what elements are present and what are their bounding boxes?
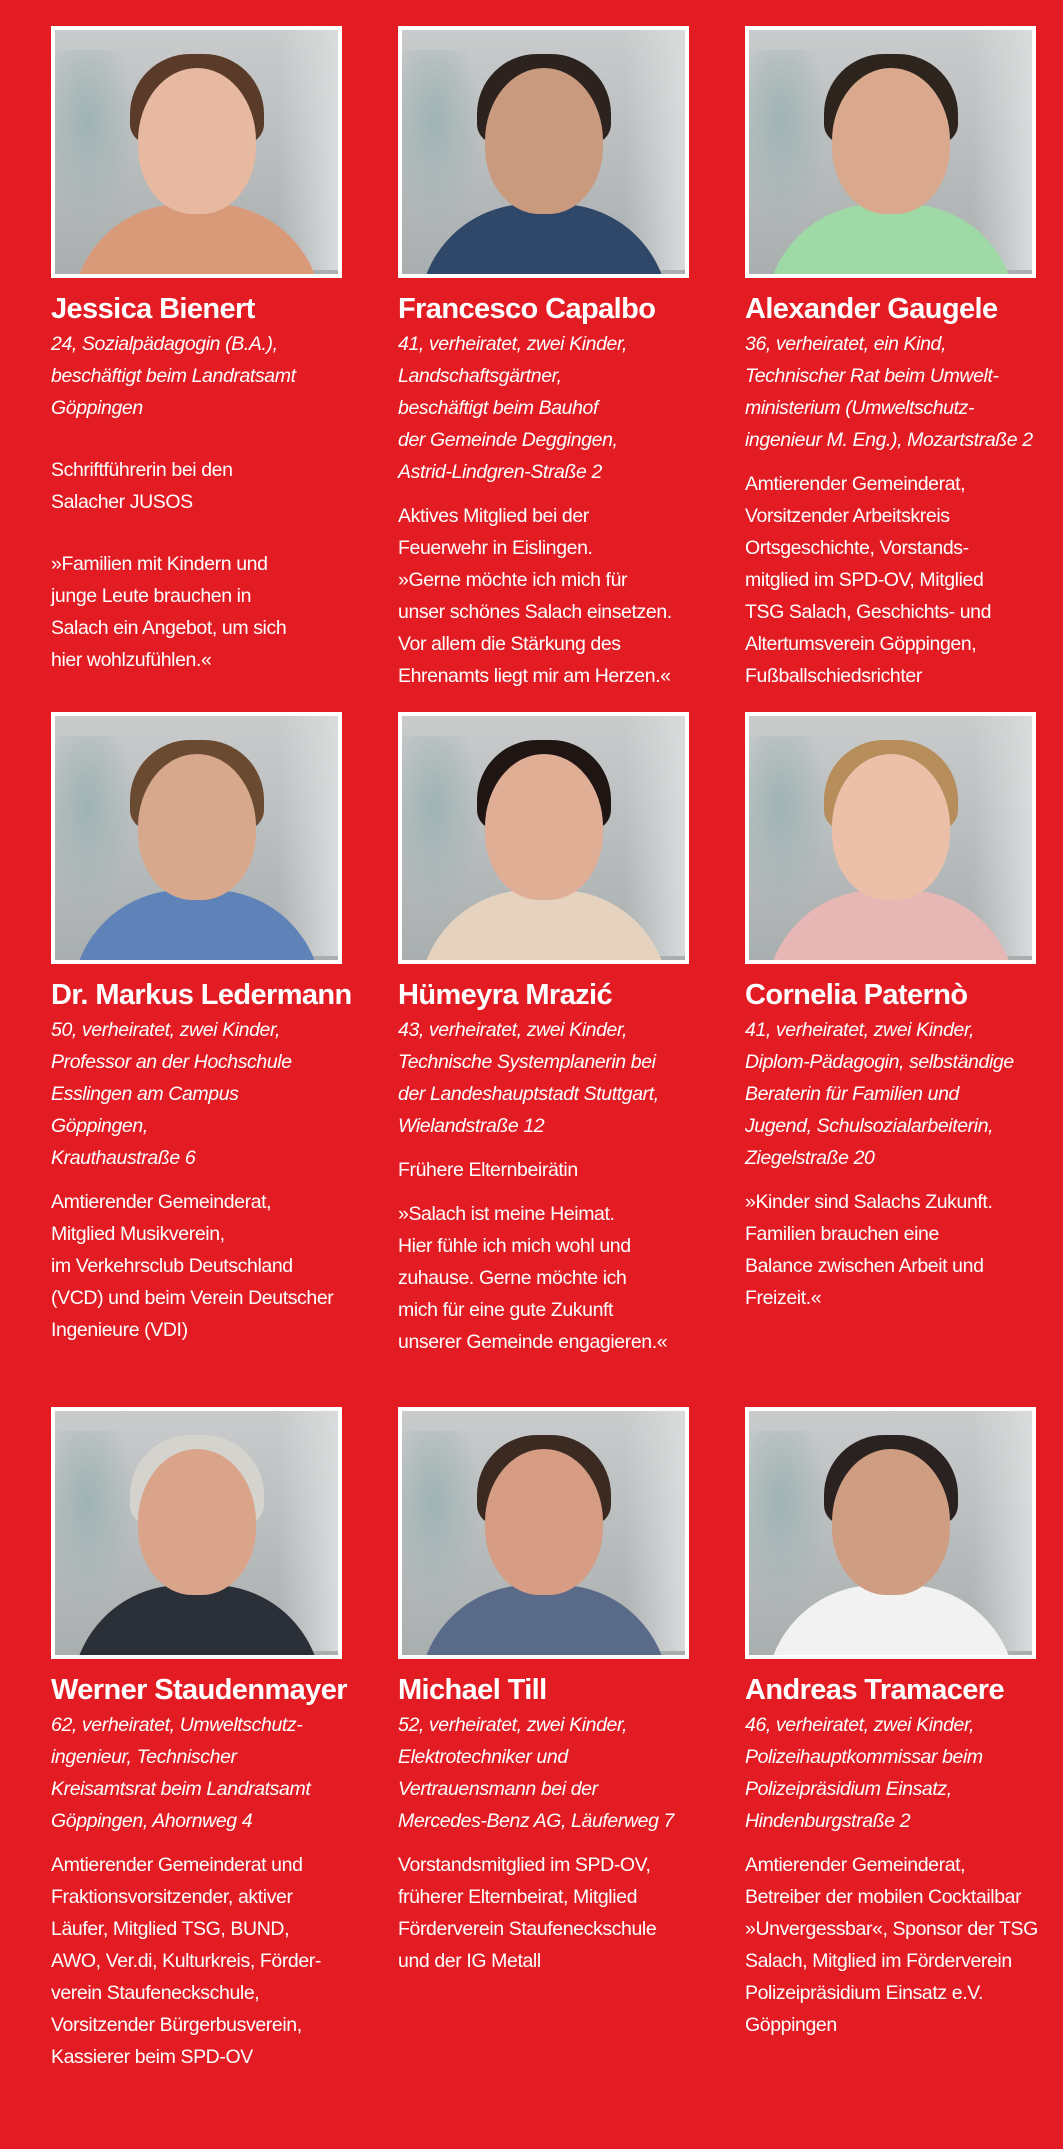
candidate-info (398, 1014, 698, 1142)
info-line: der Landeshauptstadt Stuttgart, (398, 1083, 659, 1105)
candidate-name: Cornelia Paternò (745, 979, 968, 1011)
text-line: Salach, Mitglied im Förderverein (745, 1950, 1012, 1972)
background-blur (749, 1431, 829, 1611)
candidate-card (745, 26, 1045, 692)
text-line: Kassierer beim SPD-OV (51, 2046, 253, 2068)
info-line: Technische Systemplanerin bei (398, 1051, 656, 1073)
text-line: Salacher JUSOS (51, 491, 193, 513)
text-line: Vorsitzender Arbeitskreis (745, 505, 950, 527)
text-line: AWO, Ver.di, Kulturkreis, Förder- (51, 1950, 321, 1972)
info-line: Jugend, Schulsozialarbeiterin, (745, 1115, 994, 1137)
candidate-photo (398, 1407, 689, 1659)
text-line: Aktives Mitglied bei der (398, 505, 589, 527)
text-line: junge Leute brauchen in (51, 585, 252, 607)
candidate-info (51, 1709, 351, 1837)
candidate-card (51, 1407, 351, 2073)
candidate-name: Andreas Tramacere (745, 1674, 1005, 1706)
candidate-info (745, 1709, 1045, 1837)
text-line: Feuerwehr in Eislingen. (398, 537, 593, 559)
face (832, 1449, 950, 1595)
portrait-image (749, 1411, 1032, 1655)
info-line: Kreisamtsrat beim Landratsamt (51, 1778, 311, 1800)
candidate-description (51, 1849, 351, 2073)
candidate-info (745, 1014, 1045, 1174)
portrait-image (749, 716, 1032, 960)
candidate-card (398, 26, 698, 692)
face (485, 754, 603, 900)
candidate-description (745, 468, 1045, 692)
candidate-photo (398, 712, 689, 964)
text-line: Polizeipräsidium Einsatz e.V. (745, 1982, 984, 2004)
info-line: Hindenburgstraße 2 (745, 1810, 911, 1832)
portrait-image (402, 1411, 685, 1655)
face (485, 68, 603, 214)
candidate-card (51, 712, 351, 1346)
text-line: Vor allem die Stärkung des (398, 633, 621, 655)
text-line: und der IG Metall (398, 1950, 541, 1972)
info-line: Göppingen (51, 397, 143, 419)
text-line: Ingenieure (VDI) (51, 1319, 188, 1341)
candidate-card (398, 1407, 698, 1977)
info-line: der Gemeinde Deggingen, (398, 429, 618, 451)
info-line: Astrid-Lindgren-Straße 2 (398, 461, 602, 483)
text-line: »Unvergessbar«, Sponsor der TSG (745, 1918, 1038, 1940)
info-line: Professor an der Hochschule (51, 1051, 292, 1073)
candidate-info (398, 328, 698, 488)
background-blur (402, 50, 482, 230)
candidate-info (398, 1709, 698, 1837)
face (832, 754, 950, 900)
candidate-description (745, 1186, 1045, 1314)
text-line: Förderverein Staufeneckschule (398, 1918, 657, 1940)
candidate-photo (51, 1407, 342, 1659)
candidate-description (745, 1849, 1045, 2041)
info-line: 43, verheiratet, zwei Kinder, (398, 1019, 628, 1041)
text-line: mich für eine gute Zukunft (398, 1299, 614, 1321)
text-line: zuhause. Gerne möchte ich (398, 1267, 627, 1289)
candidate-name: Alexander Gaugele (745, 293, 998, 325)
text-line: Amtierender Gemeinderat, (745, 1854, 966, 1876)
candidate-name: Werner Staudenmayer (51, 1674, 347, 1706)
info-line: ingenieur, Technischer (51, 1746, 237, 1768)
portrait-image (749, 30, 1032, 274)
info-line: Göppingen, Ahornweg 4 (51, 1810, 253, 1832)
background-blur (55, 736, 135, 916)
text-line: Salach ein Angebot, um sich (51, 617, 287, 639)
portrait-image (402, 716, 685, 960)
info-line: Landschaftsgärtner, (398, 365, 562, 387)
text-line: hier wohlzufühlen.« (51, 649, 212, 671)
text-line: unserer Gemeinde engagieren.« (398, 1331, 668, 1353)
background-blur (55, 1431, 135, 1611)
info-line: beschäftigt beim Landratsamt (51, 365, 296, 387)
info-line: Technischer Rat beim Umwelt- (745, 365, 999, 387)
background-blur (55, 50, 135, 230)
candidate-name: Dr. Markus Ledermann (51, 979, 352, 1011)
candidate-name: Francesco Capalbo (398, 293, 656, 325)
candidate-name: Jessica Bienert (51, 293, 255, 325)
info-line: Mercedes-Benz AG, Läuferweg 7 (398, 1810, 674, 1832)
candidate-photo (745, 712, 1036, 964)
info-line: Krauthaustraße 6 (51, 1147, 196, 1169)
text-line: Hier fühle ich mich wohl und (398, 1235, 631, 1257)
candidate-description (51, 1186, 351, 1346)
text-line: (VCD) und beim Verein Deutscher (51, 1287, 334, 1309)
candidate-photo (745, 1407, 1036, 1659)
text-line: Amtierender Gemeinderat, (745, 473, 966, 495)
info-line: 50, verheiratet, zwei Kinder, (51, 1019, 281, 1041)
candidate-description (398, 1849, 698, 1977)
candidate-card (745, 712, 1045, 1314)
candidate-name: Michael Till (398, 1674, 547, 1706)
face (832, 68, 950, 214)
text-line: unser schönes Salach einsetzen. (398, 601, 672, 623)
background-blur (749, 736, 829, 916)
text-line: »Familien mit Kindern und (51, 553, 268, 575)
candidate-card (51, 26, 351, 676)
text-line: Freizeit.« (745, 1287, 822, 1309)
portrait-image (55, 30, 338, 274)
info-line: Elektrotechniker und (398, 1746, 568, 1768)
text-line: Betreiber der mobilen Cocktailbar (745, 1886, 1022, 1908)
background-blur (402, 736, 482, 916)
candidate-info (51, 1014, 351, 1174)
info-line: Polizeipräsidium Einsatz, (745, 1778, 952, 1800)
info-line: ministerium (Umweltschutz- (745, 397, 975, 419)
text-line: Vorsitzender Bürgerbusverein, (51, 2014, 302, 2036)
face (138, 68, 256, 214)
info-line: 24, Sozialpädagogin (B.A.), (51, 333, 278, 355)
info-line: beschäftigt beim Bauhof (398, 397, 599, 419)
candidate-name: Hümeyra Mrazić (398, 979, 613, 1011)
portrait-image (402, 30, 685, 274)
info-line: Göppingen, (51, 1115, 148, 1137)
portrait-image (55, 1411, 338, 1655)
text-line: verein Staufeneckschule, (51, 1982, 260, 2004)
candidate-quote (51, 548, 351, 676)
face (138, 1449, 256, 1595)
candidate-photo (745, 26, 1036, 278)
candidate-description (398, 500, 698, 692)
text-line: »Salach ist meine Heimat. (398, 1203, 615, 1225)
candidate-description (51, 454, 351, 518)
info-line: 41, verheiratet, zwei Kinder, (745, 1019, 975, 1041)
face (485, 1449, 603, 1595)
text-line: Mitglied Musikverein, (51, 1223, 225, 1245)
text-line: Amtierender Gemeinderat und (51, 1854, 303, 1876)
info-line: Esslingen am Campus (51, 1083, 239, 1105)
text-line: Fußballschiedsrichter (745, 665, 922, 687)
info-line: 52, verheiratet, zwei Kinder, (398, 1714, 628, 1736)
text-line: Läufer, Mitglied TSG, BUND, (51, 1918, 290, 1940)
text-line: Altertumsverein Göppingen, (745, 633, 977, 655)
text-line: Familien brauchen eine (745, 1223, 939, 1245)
portrait-image (55, 716, 338, 960)
face (138, 754, 256, 900)
info-line: 36, verheiratet, ein Kind, (745, 333, 946, 355)
info-line: Beraterin für Familien und (745, 1083, 959, 1105)
text-line: früherer Elternbeirat, Mitglied (398, 1886, 638, 1908)
text-line: Ehrenamts liegt mir am Herzen.« (398, 665, 671, 687)
text-line: »Gerne möchte ich mich für (398, 569, 628, 591)
text-line: im Verkehrsclub Deutschland (51, 1255, 293, 1277)
candidate-card (398, 712, 698, 1358)
info-line: Polizeihauptkommissar beim (745, 1746, 983, 1768)
background-blur (402, 1431, 482, 1611)
text-line: Vorstandsmitglied im SPD-OV, (398, 1854, 651, 1876)
candidate-card (745, 1407, 1045, 2041)
candidate-info (745, 328, 1045, 456)
candidate-photo (51, 712, 342, 964)
info-line: 46, verheiratet, zwei Kinder, (745, 1714, 975, 1736)
candidate-photo (51, 26, 342, 278)
text-line: Balance zwischen Arbeit und (745, 1255, 984, 1277)
text-line: Amtierender Gemeinderat, (51, 1191, 272, 1213)
text-line: mitglied im SPD-OV, Mitglied (745, 569, 984, 591)
info-line: 41, verheiratet, zwei Kinder, (398, 333, 628, 355)
text-line: Frühere Elternbeirätin (398, 1159, 578, 1181)
text-line: Fraktionsvorsitzender, aktiver (51, 1886, 293, 1908)
info-line: Diplom-Pädagogin, selbständige (745, 1051, 1014, 1073)
candidate-description (398, 1154, 698, 1186)
text-line: Ortsgeschichte, Vorstands- (745, 537, 969, 559)
text-line: »Kinder sind Salachs Zukunft. (745, 1191, 993, 1213)
info-line: ingenieur M. Eng.), Mozartstraße 2 (745, 429, 1033, 451)
text-line: TSG Salach, Geschichts- und (745, 601, 992, 623)
background-blur (749, 50, 829, 230)
info-line: Wielandstraße 12 (398, 1115, 545, 1137)
candidate-photo (398, 26, 689, 278)
info-line: Ziegelstraße 20 (745, 1147, 875, 1169)
candidate-quote (398, 1198, 698, 1358)
text-line: Göppingen (745, 2014, 837, 2036)
info-line: Vertrauensmann bei der (398, 1778, 598, 1800)
info-line: 62, verheiratet, Umweltschutz- (51, 1714, 303, 1736)
text-line: Schriftführerin bei den (51, 459, 233, 481)
candidate-info (51, 328, 351, 424)
